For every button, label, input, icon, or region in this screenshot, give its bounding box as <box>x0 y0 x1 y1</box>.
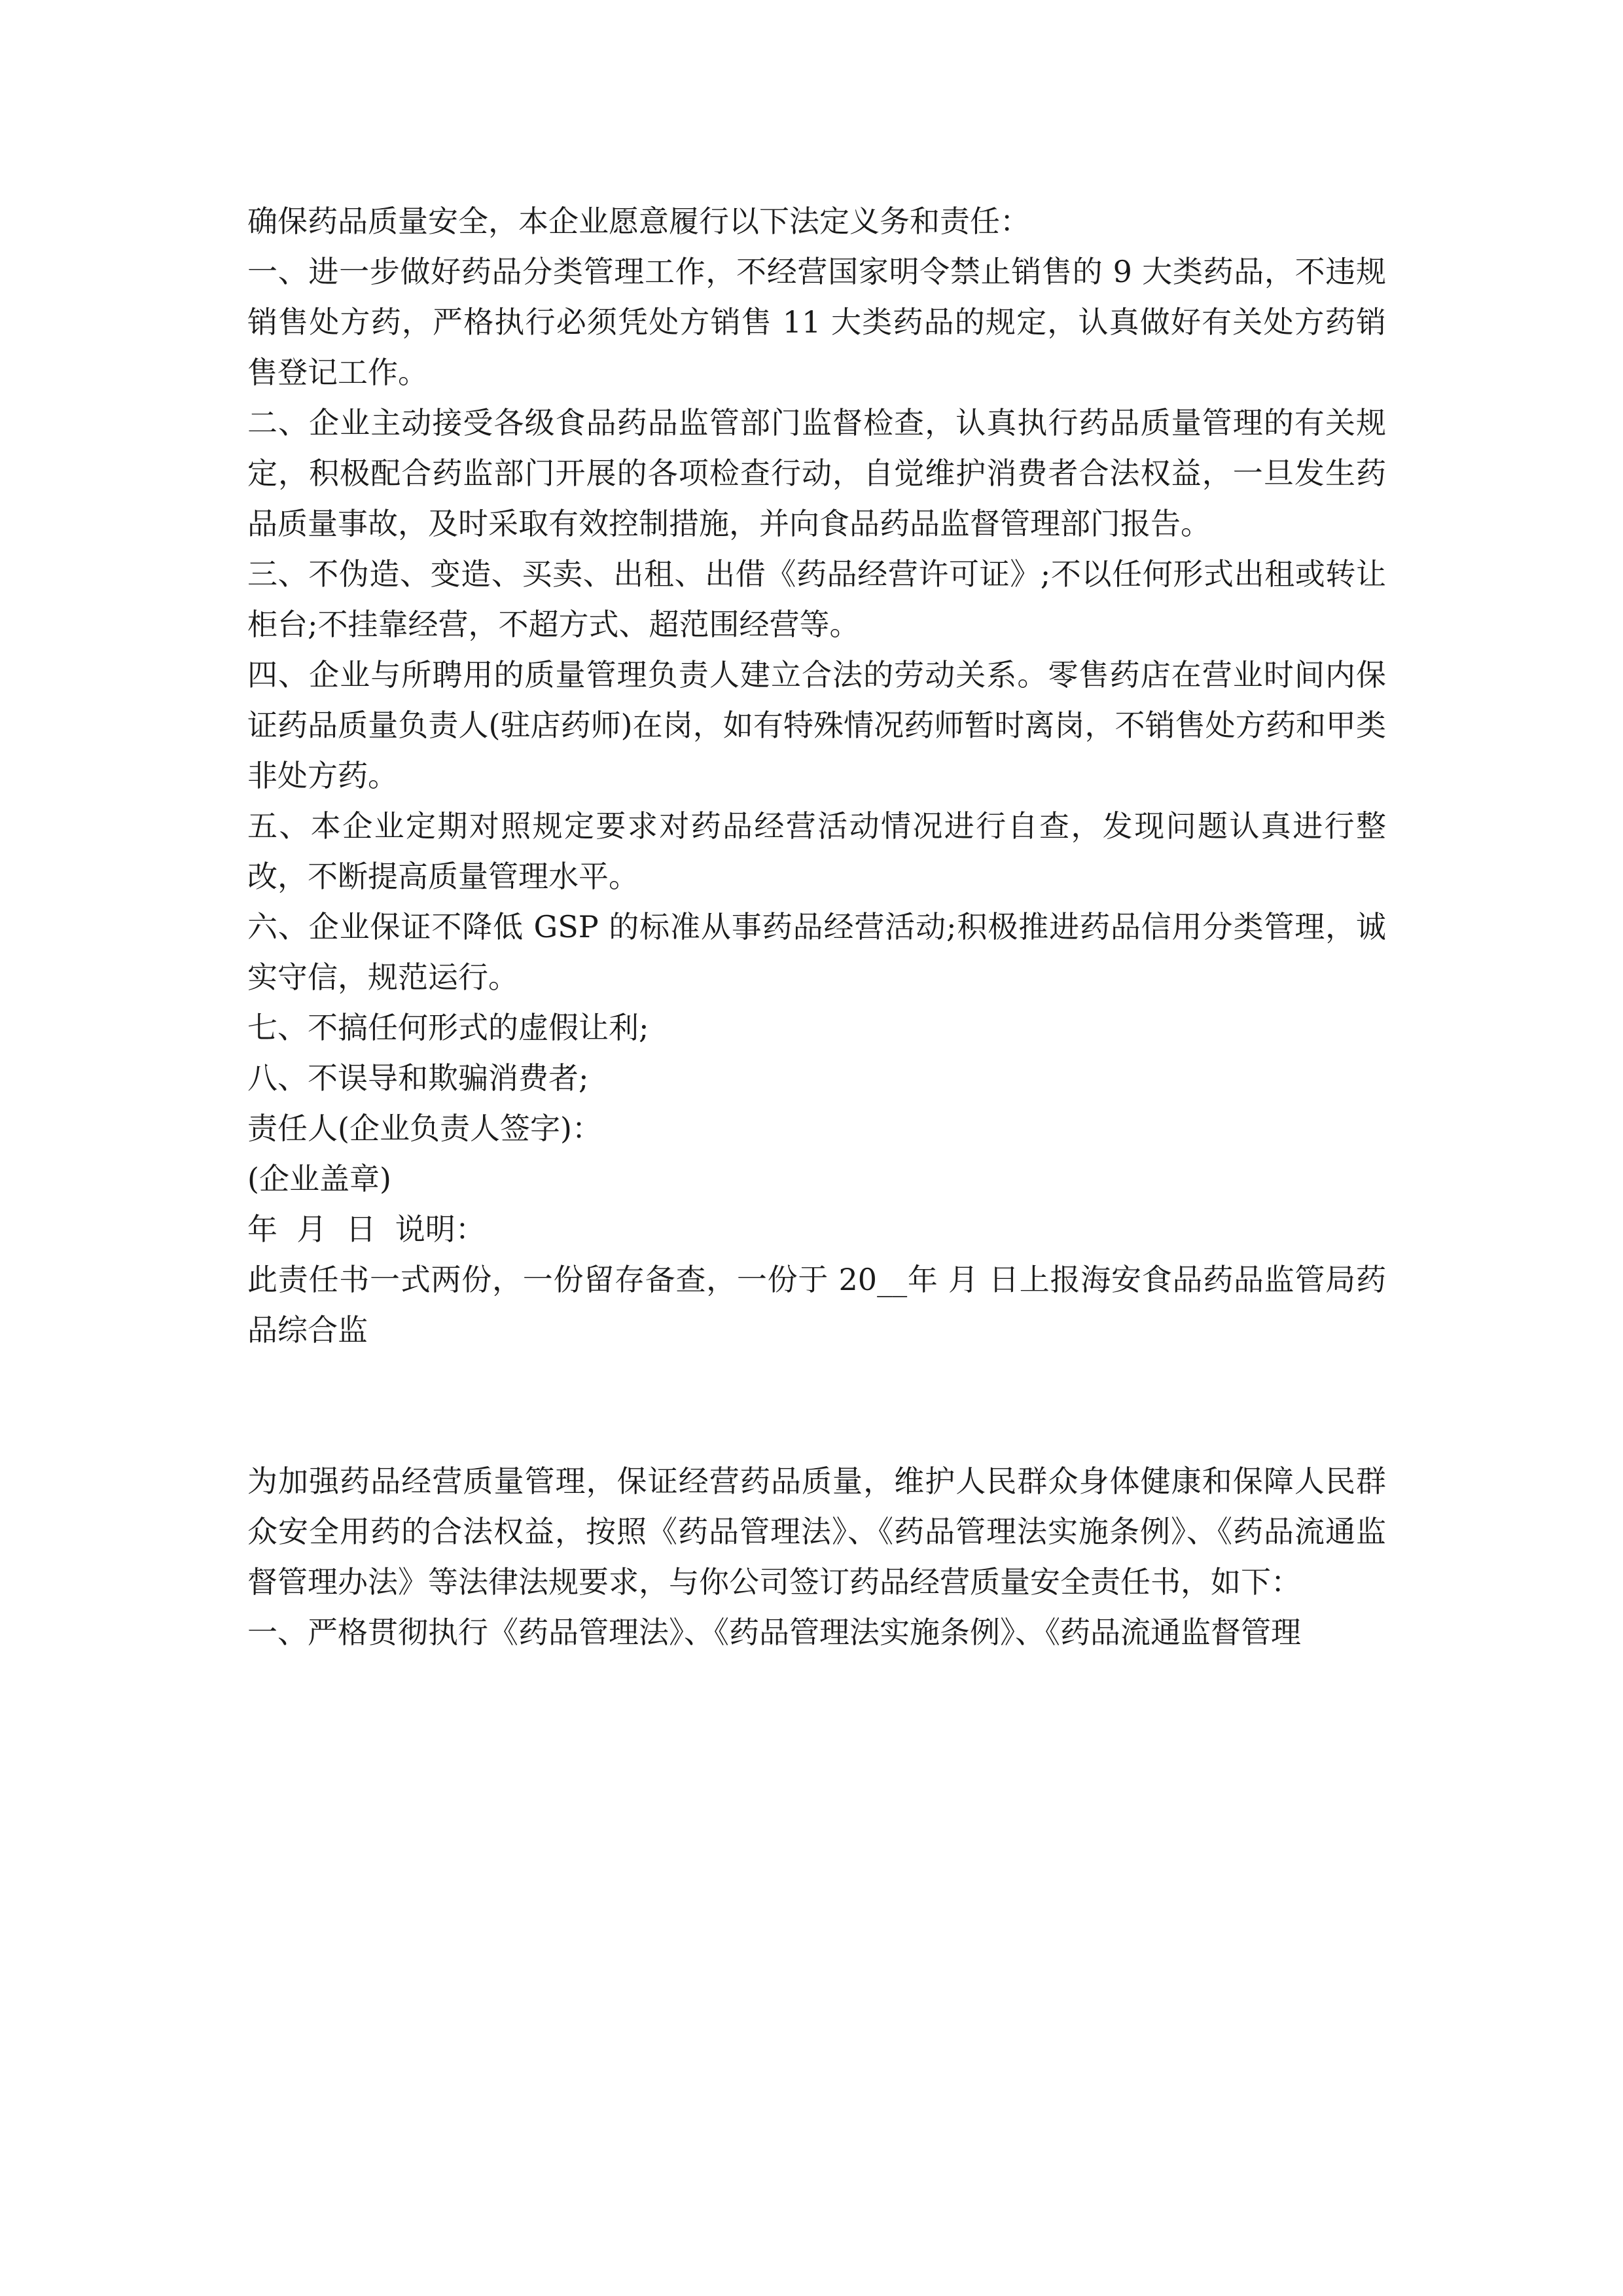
date-note-line: 年 月 日 说明： <box>247 1211 486 1247</box>
clause-7: 七、不搞任何形式的虚假让利; <box>247 1010 649 1045</box>
intro-paragraph: 确保药品质量安全，本企业愿意履行以下法定义务和责任： <box>247 204 1030 239</box>
signature-line: 责任人(企业负责人签字)： <box>247 1111 602 1146</box>
document-body <box>247 196 1386 1658</box>
clause-1: 一、进一步做好药品分类管理工作，不经营国家明令禁止销售的 9 大类药品，不违规销售处方药，严格执行必须凭处方销售 11 大类药品的规定，认真做好有关处方药销售登记工作。 <box>247 254 1386 390</box>
section2-clause-1: 一、严格贯彻执行《药品管理法》、《药品管理法实施条例》、《药品流通监督管理 <box>247 1615 1301 1650</box>
section-gap <box>247 1355 1386 1456</box>
clause-6: 六、企业保证不降低 GSP 的标准从事药品经营活动;积极推进药品信用分类管理，诚实守信，规范运行。 <box>247 909 1386 995</box>
clause-2: 二、企业主动接受各级食品药品监管部门监督检查，认真执行药品质量管理的有关规定，积极配合药监部门开展的各项检查行动，自觉维护消费者合法权益，一旦发生药品质量事故，及时采取有效控制措施，并向食品药品监督管理部门报告。 <box>247 405 1386 541</box>
section2-intro: 为加强药品经营质量管理，保证经营药品质量，维护人民群众身体健康和保障人民群众安全用药的合法权益，按照《药品管理法》、《药品管理法实施条例》、《药品流通监督管理办法》等法律法规要求，与你公司签订药品经营质量安全责任书，如下： <box>247 1463 1386 1600</box>
clause-3: 三、不伪造、变造、买卖、出租、出借《药品经营许可证》;不以任何形式出租或转让柜台;不挂靠经营，不超方式、超范围经营等。 <box>247 556 1386 642</box>
seal-line: (企业盖章) <box>247 1161 391 1196</box>
clause-8: 八、不误导和欺骗消费者; <box>247 1060 589 1096</box>
clause-4: 四、企业与所聘用的质量管理负责人建立合法的劳动关系。零售药店在营业时间内保证药品质量负责人(驻店药师)在岗，如有特殊情况药师暂时离岗，不销售处方药和甲类非处方药。 <box>247 657 1386 793</box>
clause-5: 五、本企业定期对照规定要求对药品经营活动情况进行自查，发现问题认真进行整改，不断提高质量管理水平。 <box>247 808 1386 894</box>
filing-note: 此责任书一式两份，一份留存备查，一份于 20__年 月 日上报海安食品药品监管局药品综合监 <box>247 1262 1386 1348</box>
